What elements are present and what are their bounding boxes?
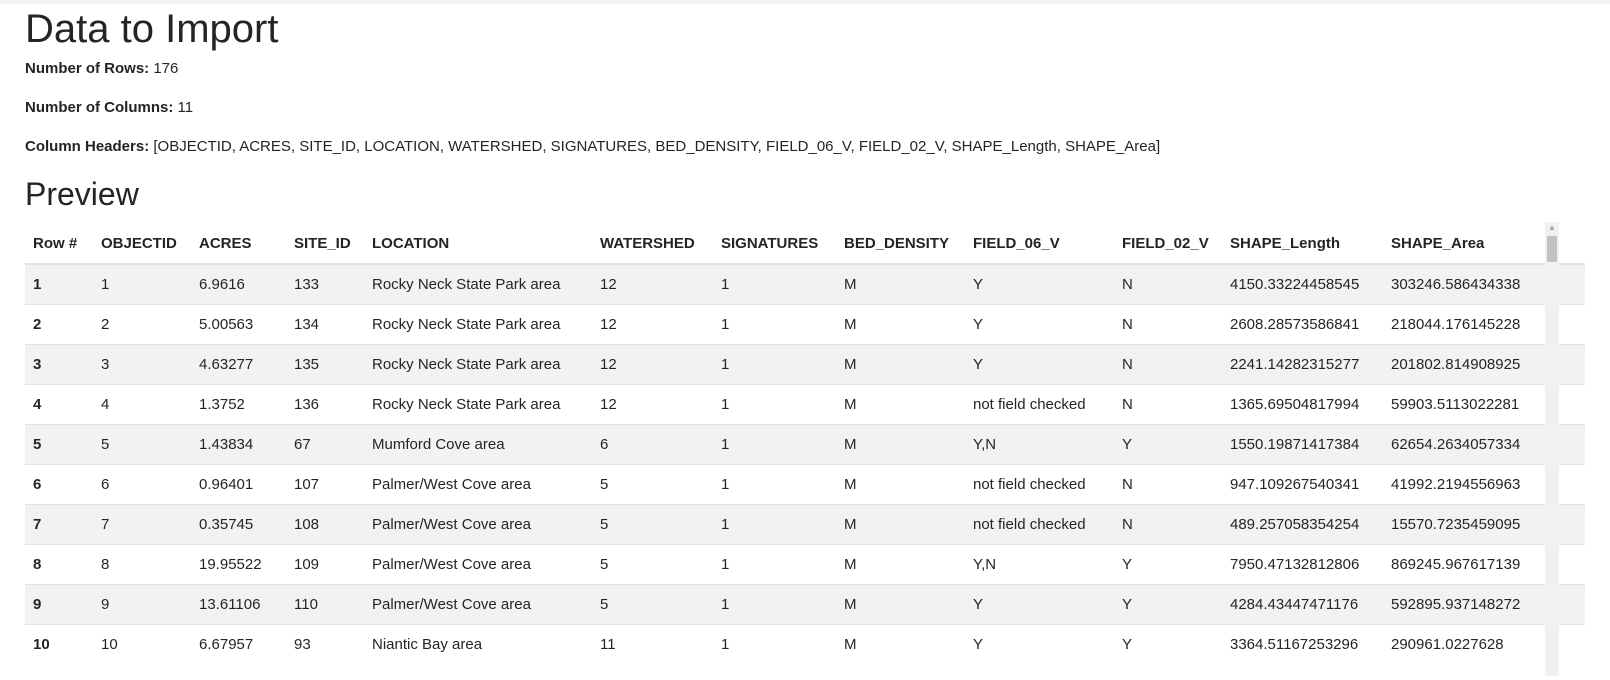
scroll-up-arrow-icon[interactable]: ▲ — [1548, 223, 1556, 232]
table-cell: not field checked — [965, 385, 1114, 425]
column-header: SIGNATURES — [713, 223, 836, 264]
table-cell: 1 — [713, 305, 836, 345]
table-row — [25, 585, 1585, 625]
table-cell: 1 — [713, 345, 836, 385]
table-cell: 8 — [93, 545, 191, 585]
table-cell: N — [1114, 505, 1222, 545]
table-header-row — [25, 223, 1585, 264]
table-cell: 107 — [286, 465, 364, 505]
table-cell: 133 — [286, 264, 364, 305]
column-header: FIELD_02_V — [1114, 223, 1222, 264]
table-cell: 1.3752 — [191, 385, 286, 425]
table-cell: 2608.28573586841 — [1222, 305, 1383, 345]
table-cell: Mumford Cove area — [364, 425, 592, 465]
table-cell: M — [836, 465, 965, 505]
table-cell: 12 — [592, 345, 713, 385]
table-cell: 11 — [592, 625, 713, 665]
table-cell: 1 — [713, 545, 836, 585]
column-header: FIELD_06_V — [965, 223, 1114, 264]
table-cell: Palmer/West Cove area — [364, 505, 592, 545]
table-cell: not field checked — [965, 505, 1114, 545]
table-cell: 2241.14282315277 — [1222, 345, 1383, 385]
table-cell: 1 — [93, 264, 191, 305]
table-cell: Rocky Neck State Park area — [364, 345, 592, 385]
row-count — [25, 58, 1595, 80]
table-cell: N — [1114, 465, 1222, 505]
table-cell: 6.67957 — [191, 625, 286, 665]
table-cell: 3364.51167253296 — [1222, 625, 1383, 665]
table-cell: Y — [965, 264, 1114, 305]
table-cell: 7950.47132812806 — [1222, 545, 1383, 585]
table-cell: 869245.967617139 — [1383, 545, 1585, 585]
table-cell: Y — [1114, 625, 1222, 665]
table-cell: 15570.7235459095 — [1383, 505, 1585, 545]
table-cell: 41992.2194556963 — [1383, 465, 1585, 505]
table-cell: M — [836, 385, 965, 425]
row-number-cell: 1 — [25, 264, 93, 305]
table-cell: 1550.19871417384 — [1222, 425, 1383, 465]
table-cell: 12 — [592, 385, 713, 425]
column-header: BED_DENSITY — [836, 223, 965, 264]
table-cell: 4.63277 — [191, 345, 286, 385]
import-summary — [25, 4, 1595, 653]
scroll-thumb[interactable] — [1547, 236, 1557, 262]
table-cell: 59903.5113022281 — [1383, 385, 1585, 425]
table-cell: 110 — [286, 585, 364, 625]
table-cell: 5.00563 — [191, 305, 286, 345]
column-header: SITE_ID — [286, 223, 364, 264]
row-number-cell: 3 — [25, 345, 93, 385]
preview-table-container[interactable] — [25, 223, 1585, 680]
table-row — [25, 305, 1585, 345]
column-headers-label: Column Headers: — [25, 138, 150, 155]
table-cell: 10 — [93, 625, 191, 665]
table-cell: 5 — [592, 465, 713, 505]
table-cell: Rocky Neck State Park area — [364, 305, 592, 345]
table-cell: N — [1114, 264, 1222, 305]
table-cell: 2 — [93, 305, 191, 345]
table-cell: Palmer/West Cove area — [364, 465, 592, 505]
table-cell: M — [836, 545, 965, 585]
column-count-value: 11 — [177, 99, 194, 116]
table-cell: M — [836, 345, 965, 385]
column-header: ACRES — [191, 223, 286, 264]
table-cell: Y — [965, 345, 1114, 385]
table-cell: 134 — [286, 305, 364, 345]
table-row — [25, 345, 1585, 385]
table-cell: 201802.814908925 — [1383, 345, 1585, 385]
table-cell: 592895.937148272 — [1383, 585, 1585, 625]
table-cell: 12 — [592, 305, 713, 345]
row-number-cell: 5 — [25, 425, 93, 465]
page-title: Data to Import — [25, 7, 279, 51]
table-body — [25, 264, 1585, 664]
table-row — [25, 385, 1585, 425]
table-cell: 303246.586434338 — [1383, 264, 1585, 305]
table-cell: Y — [965, 585, 1114, 625]
column-header: Row # — [25, 223, 93, 264]
table-cell: 947.109267540341 — [1222, 465, 1383, 505]
table-cell: M — [836, 264, 965, 305]
table-cell: 0.35745 — [191, 505, 286, 545]
table-cell: 4284.43447471176 — [1222, 585, 1383, 625]
row-number-cell: 2 — [25, 305, 93, 345]
table-cell: 135 — [286, 345, 364, 385]
column-headers-value: [OBJECTID, ACRES, SITE_ID, LOCATION, WATERSHED, SIGNATURES, BED_DENSITY, FIELD_06_V, FIELD_02_V, SHAPE_Length, SHAPE_Area] — [153, 138, 1161, 155]
table-cell: N — [1114, 305, 1222, 345]
table-row — [25, 465, 1585, 505]
table-cell: M — [836, 505, 965, 545]
table-cell: 1365.69504817994 — [1222, 385, 1383, 425]
column-header: OBJECTID — [93, 223, 191, 264]
table-cell: 290961.0227628 — [1383, 625, 1585, 665]
table-cell: 1 — [713, 585, 836, 625]
table-cell: 6 — [93, 465, 191, 505]
table-row — [25, 545, 1585, 585]
table-cell: Palmer/West Cove area — [364, 545, 592, 585]
table-row — [25, 625, 1585, 665]
table-cell: Y — [965, 305, 1114, 345]
table-cell: 1 — [713, 264, 836, 305]
row-number-cell: 9 — [25, 585, 93, 625]
row-count-value: 176 — [153, 60, 179, 77]
table-cell: M — [836, 585, 965, 625]
column-count — [25, 97, 1595, 119]
table-cell: Y,N — [965, 545, 1114, 585]
table-cell: 4 — [93, 385, 191, 425]
table-cell: 93 — [286, 625, 364, 665]
column-header: LOCATION — [364, 223, 592, 264]
row-count-label: Number of Rows: — [25, 60, 150, 77]
table-cell: not field checked — [965, 465, 1114, 505]
table-cell: Y — [965, 625, 1114, 665]
column-count-label: Number of Columns: — [25, 99, 174, 116]
table-cell: 12 — [592, 264, 713, 305]
table-cell: Y,N — [965, 425, 1114, 465]
table-cell: Rocky Neck State Park area — [364, 385, 592, 425]
table-cell: Palmer/West Cove area — [364, 585, 592, 625]
table-cell: Y — [1114, 425, 1222, 465]
row-number-cell: 10 — [25, 625, 93, 665]
table-cell: M — [836, 305, 965, 345]
table-row — [25, 505, 1585, 545]
table-cell: 218044.176145228 — [1383, 305, 1585, 345]
table-cell: N — [1114, 385, 1222, 425]
table-cell: M — [836, 625, 965, 665]
table-cell: 5 — [592, 505, 713, 545]
column-header: WATERSHED — [592, 223, 713, 264]
table-cell: 109 — [286, 545, 364, 585]
table-cell: 136 — [286, 385, 364, 425]
row-number-cell: 4 — [25, 385, 93, 425]
table-row — [25, 264, 1585, 305]
preview-table — [25, 223, 1585, 664]
row-number-cell: 7 — [25, 505, 93, 545]
table-cell: N — [1114, 345, 1222, 385]
table-cell: Niantic Bay area — [364, 625, 592, 665]
row-number-cell: 8 — [25, 545, 93, 585]
column-headers — [25, 136, 1595, 158]
table-cell: 62654.2634057334 — [1383, 425, 1585, 465]
table-cell: 489.257058354254 — [1222, 505, 1383, 545]
column-header: SHAPE_Length — [1222, 223, 1383, 264]
table-cell: Rocky Neck State Park area — [364, 264, 592, 305]
table-cell: 6.9616 — [191, 264, 286, 305]
table-cell: M — [836, 425, 965, 465]
table-scrollbar[interactable] — [1545, 222, 1559, 676]
table-cell: 13.61106 — [191, 585, 286, 625]
table-cell: 5 — [592, 585, 713, 625]
table-cell: 5 — [592, 545, 713, 585]
table-cell: Y — [1114, 585, 1222, 625]
preview-title: Preview — [25, 176, 139, 212]
table-cell: 1 — [713, 465, 836, 505]
table-cell: 19.95522 — [191, 545, 286, 585]
table-cell: 1.43834 — [191, 425, 286, 465]
table-cell: 6 — [592, 425, 713, 465]
table-cell: 0.96401 — [191, 465, 286, 505]
table-cell: 108 — [286, 505, 364, 545]
table-cell: 1 — [713, 505, 836, 545]
table-cell: 3 — [93, 345, 191, 385]
table-row — [25, 425, 1585, 465]
table-cell: 67 — [286, 425, 364, 465]
table-cell: 5 — [93, 425, 191, 465]
column-header: SHAPE_Area — [1383, 223, 1585, 264]
table-cell: 4150.33224458545 — [1222, 264, 1383, 305]
table-cell: 7 — [93, 505, 191, 545]
table-cell: 9 — [93, 585, 191, 625]
table-cell: 1 — [713, 625, 836, 665]
table-cell: 1 — [713, 385, 836, 425]
table-cell: Y — [1114, 545, 1222, 585]
row-number-cell: 6 — [25, 465, 93, 505]
table-cell: 1 — [713, 425, 836, 465]
